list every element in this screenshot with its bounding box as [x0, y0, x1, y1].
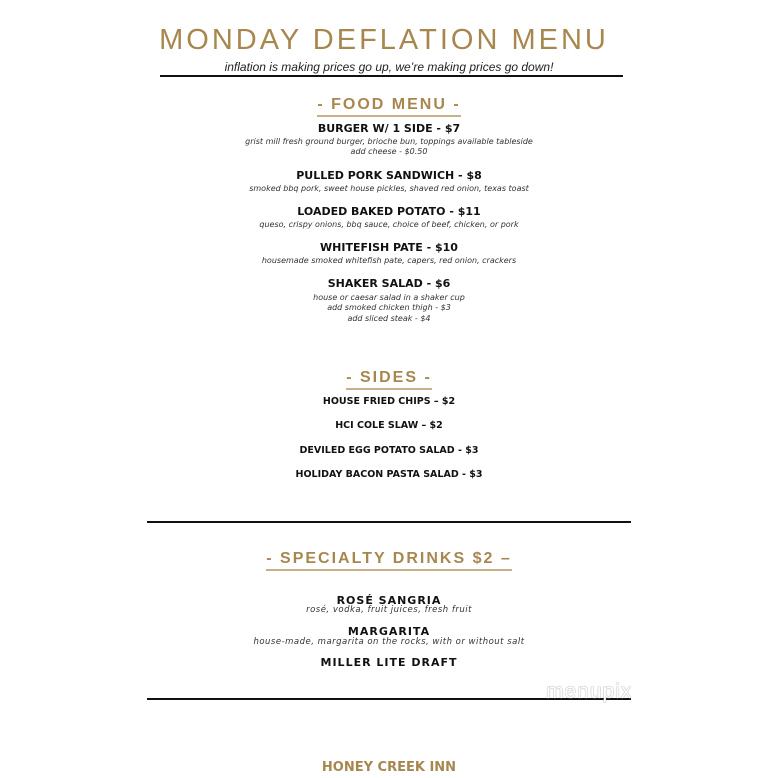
menu-item-desc: grist mill fresh ground burger, brioche bun, toppings available tableside	[245, 137, 533, 146]
menu-item-desc: queso, crispy onions, bbq sauce, choice of beef, chicken, or pork	[259, 220, 519, 229]
side-item: HOLIDAY BACON PASTA SALAD - $3	[295, 469, 483, 480]
menu-item-desc: add cheese - $0.50	[350, 147, 428, 156]
side-item: HOUSE FRIED CHIPS – $2	[322, 396, 456, 407]
food-menu-heading: - FOOD MENU -	[0, 96, 778, 114]
menu-item-desc: add smoked chicken thigh - $3	[327, 303, 451, 312]
drink-name: MILLER LITE DRAFT	[320, 656, 458, 669]
sides-heading: - SIDES -	[0, 369, 778, 387]
drinks-heading: - SPECIALTY DRINKS $2 –	[0, 550, 778, 568]
drink-desc: house-made, margarita on the rocks, with or without salt	[253, 637, 525, 647]
menu-item-name: SHAKER SALAD - $6	[327, 277, 451, 290]
menu-item-name: BURGER W/ 1 SIDE - $7	[317, 122, 461, 135]
restaurant-name: HONEY CREEK INN	[321, 760, 457, 775]
drink-name: ROSÉ SANGRIA	[336, 594, 442, 607]
drink-name: MARGARITA	[347, 625, 431, 638]
menu-item-desc: housemade smoked whitefish pate, capers, red onion, crackers	[261, 256, 517, 265]
drink-desc: rosé, vodka, fruit juices, fresh fruit	[306, 605, 472, 615]
menu-item-name: WHITEFISH PATE - $10	[320, 241, 458, 254]
watermark-logo: menupix	[546, 680, 633, 703]
tagline: inflation is making prices go up, we’re making prices go down!	[224, 60, 554, 74]
menu-item-desc: add sliced steak - $4	[347, 314, 431, 323]
menu-item-desc: smoked bbq pork, sweet house pickles, shaved red onion, texas toast	[249, 184, 529, 193]
menu-item-name: LOADED BAKED POTATO - $11	[297, 205, 481, 218]
side-item: DEVILED EGG POTATO SALAD - $3	[299, 445, 479, 456]
title-divider	[160, 75, 623, 77]
menu-item-desc: house or caesar salad in a shaker cup	[313, 293, 465, 302]
sides-divider	[147, 521, 631, 523]
side-item: HCI COLE SLAW – $2	[335, 420, 443, 431]
page-title: MONDAY DEFLATION MENU	[159, 24, 609, 56]
menu-item-name: PULLED PORK SANDWICH - $8	[296, 169, 482, 182]
